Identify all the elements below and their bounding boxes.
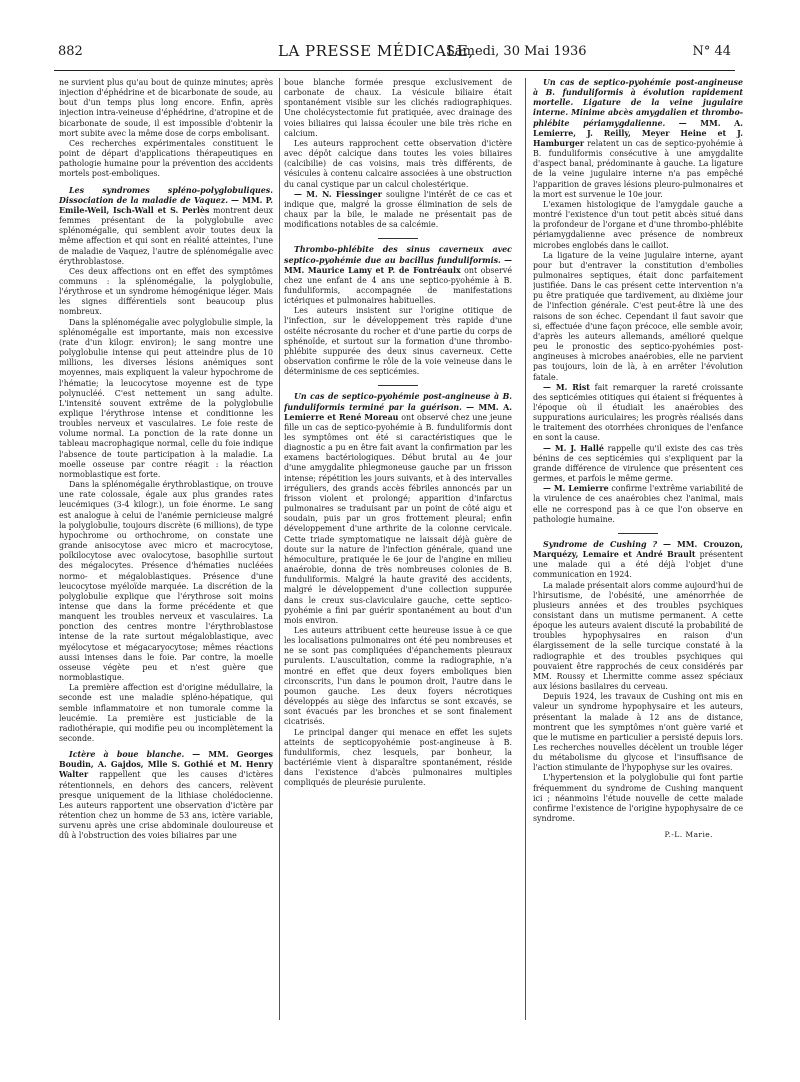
section-ictere-boue-blanche	[59, 750, 273, 841]
section-title: Ictère à boue blanche.	[69, 750, 185, 760]
paragraph-text: fait remarquer la rareté croissante des septicémies otitiques qui étaient si fréquentes à l'époque où il étudiait les anaérobies des suppurations auriculaires; les progrès réalisés dans le traitement des otorrhées chroniques de l'enfance en sont la cause.	[533, 382, 743, 443]
column-3	[533, 78, 743, 1023]
column-divider	[525, 78, 526, 1020]
section-authors: — MM. A. Lemierre et René Moreau	[284, 402, 512, 422]
paragraph-text: présentent une malade qui a été déjà l'objet d'une communication en 1924.	[533, 550, 743, 580]
comment-lemierre	[533, 484, 743, 525]
paragraph-text: relatent un cas de septico-pyohémie à B. funduliformis consécutive à une amygdalite d'aspect banal, prédominante à gauche. La ligature de la veine jugulaire interne n'a pas empêché l'apparition de graves lésions pleuro-pulmonaires et la mort est survenue le 10e jour.	[533, 138, 743, 199]
column-2	[284, 78, 512, 1023]
comment-author: — M. Lemierre	[543, 484, 609, 494]
section-title: Les syndromes spléno-polyglobuliques. Dissociation de la maladie de Vaquez.	[59, 185, 273, 205]
section-syndrome-cushing	[533, 540, 743, 581]
section-authors: — MM. Georges Boudin, A. Gajdos, Mlle S. Gothié et M. Henry Walter	[59, 750, 273, 780]
section-title: Syndrome de Cushing ?	[543, 539, 658, 549]
comment-rist	[533, 383, 743, 444]
issue-date: Samedi, 30 Mai 1936	[446, 44, 587, 59]
section-separator	[378, 385, 418, 386]
paragraph: La ligature de la veine jugulaire interne, ayant pour but d'entraver la constitution d'embolies pulmonaires septiques, était donc parfaitement justifiée. Dans le cas présent cette intervention n'a pu être pratiquée que tardivement, au dixième jour de l'infection générale. C'est peut-être là une des raisons de son échec. Cependant il faut savoir que si, effectuée d'une façon précoce, elle semble avoir, d'après les auteurs allemands, amélioré quelque peu le pronostic des septico-pyohémies post-angineuses à microbes anaérobies, elle ne parvient pas toujours, loin de là, à en arrêter l'évolution fatale.	[533, 250, 743, 382]
paragraph-text: rappelle qu'il existe des cas très bénins de ces septicémies qui s'expliquent par la grande différence de virulence que présentent ces germes, et parfois le même germe.	[533, 443, 743, 484]
comment-fiessinger	[284, 190, 512, 231]
paragraph-text: ont observé chez une jeune fille un cas de septico-pyohémie à B. funduliformis dont les symptômes ont été si caractéristiques que le diagnostic a pu en être fait avant la confirmation par les examens bactériologiques. Début brutal au 4e jour d'une amygdalite phlegmoneuse gauche par un frisson intense; répétition les jours suivants, et à des intervalles irréguliers, des grands accès fébriles annoncés par un frisson violent et prolongé; apparition d'infarctus pulmonaires se traduisant par un point de côté aigu et soudain, puis par un gros frottement pleural; enfin développement d'une arthrite de la colonne cervicale. Cette triade symptomatique ne laissait déjà guère de doute sur la nature de l'infection générale, quand une hémoculture, pratiquée le 6e jour de l'angine en milieu anaérobie, donna de très nombreuses colonies de B. funduliformis. Malgré la haute gravité des accidents, malgré le développement d'une collection suppurée dans le creux sus-claviculaire gauche, cette septico-pyohémie a fini par guérir spontanément au bout d'un mois environ.	[284, 412, 512, 625]
comment-author: — M. J. Hallé	[543, 443, 604, 453]
section-authors: — MM. Maurice Lamy et P. de Fontréaulx	[284, 255, 512, 275]
column-divider	[279, 78, 280, 1020]
paragraph-text: montrent deux femmes présentant de la polyglobulie avec splénomégalie, qui semblent avoir toutes deux la même affection et qui sont en réalité atteintes, l'une de maladie de Vaquez, l'autre de splénomégalie avec érythroblastose.	[59, 205, 273, 266]
section-separator	[378, 238, 418, 239]
page-header	[54, 42, 735, 71]
paragraph: Les auteurs rapprochent cette observation d'ictère avec dépôt calcique dans toutes les voies biliaires (calcibilie) de cas voisins, mais très différents, de vésicules à contenu calcaire associées à une obstruction du canal cystique par un calcul cholestérique.	[284, 138, 512, 189]
section-title: Un cas de septico-pyohémie post-angineuse à B. funduliformis à évolution rapidement mortelle. Ligature de la veine jugulaire interne. Minime abcès amygdalien et thrombo-phlébite périamygdalienne.	[533, 78, 743, 128]
paragraph-text: confirme l'extrême variabilité de la virulence de ces anaérobies chez l'animal, mais elle ne correspond pas à ce que l'on observe en pathologie humaine.	[533, 484, 743, 524]
paragraph: Dans la splénomégalie érythroblastique, on trouve une rate colossale, égale aux plus grandes rates leucémiques (3-4 kilogr.), un foie énorme. Le sang est analogue à celui de l'anémie pernicieuse malgré la polyglobulie, toujours discrète (6 millions), de type hypochrome ou orthochrome, on constate une grande anisocytose avec micro et macrocytose, poïkilocytose avec ovalocytose, basophilie surtout des mégalocytes. Présence d'hématies nucléées normo- et mégaloblastiques. Présence d'une leucocytose myéloïde marquée. La discrétion de la polyglobulie explique que l'érythrose soit moins intense que dans la forme précédente et que manquent les troubles nerveux et vasculaires. La ponction des centres montre l'érythroblastose intense de la rate surtout mégaloblastique, avec myélocytose et mégacaryocytose; mêmes réactions aussi intenses dans le foie. Par contre, la moelle osseuse végète peu et n'est guère que normoblastique.	[59, 480, 273, 683]
section-title: Un cas de septico-pyohémie post-angineuse à B. funduliformis terminé par la guérison.	[284, 392, 512, 412]
section-syndromes-spleno-polyglobuliques	[59, 186, 273, 267]
paragraph-text: souligne l'intérêt de ce cas et indique que, malgré la grosse élimination de sels de chaux par la bile, le malade ne présentait pas de modifications notables de sa calcémie.	[284, 189, 512, 230]
paragraph: Depuis 1924, les travaux de Cushing ont mis en valeur un syndrome hypophysaire et les auteurs, présentant la malade à 12 ans de distance, montrent que les symptômes n'ont guère varié et que le mutisme en particulier a persisté depuis lors. Les recherches nouvelles décèlent un trouble léger du métabolisme du glycose et l'insuffisance de l'action stimulante de l'hypophyse sur les ovaires.	[533, 692, 743, 773]
section-septico-pyohemie-guerison	[284, 392, 512, 626]
section-separator	[618, 533, 658, 534]
section-authors: — MM. Crouzon, Marquézy, Lemaire et André Brault	[533, 539, 743, 560]
paragraph: L'examen histologique de l'amygdale gauche a montré l'existence d'un tout petit abcès situé dans la profondeur de l'organe et d'une thrombo-phlébite périamygdalienne avec présence de nombreux microbes englobés dans le caillot.	[533, 199, 743, 250]
column-1	[59, 78, 273, 1023]
paragraph-text: rappellent que les causes d'ictères rétentionnels, en dehors des cancers, relèvent presque uniquement de la lithiase cholédocienne. Les auteurs rapportent une observation d'ictère par rétention chez un homme de 53 ans, ictère variable, survenu après une crise abdominale douloureuse et dû à l'obstruction des voies biliaires par une	[59, 770, 273, 841]
paragraph: Ces deux affections ont en effet des symptômes communs : la splénomégalie, la polyglobulie, l'érythrose et un syndrome hémogénique léger. Mais les signes différentiels sont beaucoup plus nombreux.	[59, 266, 273, 317]
comment-halle	[533, 444, 743, 485]
paragraph: ne survient plus qu'au bout de quinze minutes; après injection d'éphédrine et de bicarbonate de soude, au bout d'un temps plus long encore. Enfin, après injection intra-veineuse d'éphédrine, d'atropine et de bicarbonate de soude, il est impossible d'obtenir la mort subite avec la même dose de corps embolisant.	[59, 78, 273, 138]
journal-title: LA PRESSE MÉDICALE,	[278, 42, 474, 60]
comment-author: — M. N. Fiessinger	[294, 189, 382, 199]
paragraph: Le principal danger qui menace en effet les sujets atteints de septicopyohémie post-angineuse à B. funduliformis, chez lesquels, par bonheur, la bactériémie vient à disparaître spontanément, réside dans l'existence d'abcès pulmonaires multiples compliqués de pleurésie purulente.	[284, 727, 512, 788]
paragraph: Ces recherches expérimentales constituent le point de départ d'applications thérapeutiques en pathologie humaine pour la prévention des accidents mortels post-emboliques.	[59, 138, 273, 179]
section-thrombo-phlebite	[284, 245, 512, 306]
paragraph: La première affection est d'origine médullaire, la seconde est une maladie spléno-hépatique, qui semble inflammatoire et non tumorale comme la leucémie. La première est justiciable de la radiothérapie, qui modifie peu ou incomplètement la seconde.	[59, 683, 273, 743]
paragraph: boue blanche formée presque exclusivement de carbonate de chaux. La vésicule biliaire était spontanément visible sur les clichés radiographiques. Une cholécystectomie fut pratiquée, avec drainage des voies biliaires qui laissa écouler une bile très riche en calcium.	[284, 78, 512, 138]
section-authors: — MM. P. Emile-Weil, Isch-Wall et S. Perlès	[59, 195, 273, 215]
issue-number: N° 44	[692, 44, 731, 59]
section-septico-pyohemie-mortelle	[533, 78, 743, 200]
paragraph: L'hypertension et la polyglobulie qui font partie fréquemment du syndrome de Cushing manquent ici ; néanmoins l'étude nouvelle de cette malade confirme l'existence de l'origine hypophysaire de ce syndrome.	[533, 773, 743, 824]
paragraph-text: ont observé chez une enfant de 4 ans une septico-pyohémie à B. funduliformis, accompagnée de manifestations ictériques et pulmonaires habituelles.	[284, 265, 512, 306]
paragraph: Dans la splénomégalie avec polyglobulie simple, la splénomégalie est importante, mais non excessive (rate d'un kilogr. environ); le sang montre une polyglobulie intense qui peut atteindre plus de 10 millions, les diverses lésions anémiques sont moyennes, mais expliquent la valeur hypochrome de l'hématie; la leucocytose moyenne est de type polynucléé. C'est nettement un sang adulte. L'intensité souvent extrême de la polyglobulie explique l'érythrose intense et conditionne les troubles nerveux et vasculaires. Le foie reste de volume normal. La ponction de la rate donne un tableau macrophagique normal, celle du foie indique l'absence de toute participation à la maladie. La moelle osseuse par contre réagit : la réaction normoblastique est forte.	[59, 317, 273, 479]
paragraph: Les auteurs attribuent cette heureuse issue à ce que les localisations pulmonaires ont été peu nombreuses et ne se sont pas compliquées d'épanchements pleuraux purulents. L'auscultation, comme la radiographie, n'a montré en effet que deux foyers emboliques bien circonscrits, l'un dans le poumon droit, l'autre dans le poumon gauche. Les deux foyers nécrotiques développés au siège des infarctus se sont excavés, se sont évacués par les bronches et se sont finalement cicatrisés.	[284, 625, 512, 727]
comment-author: — M. Rist	[543, 382, 590, 392]
author-signature: P.-L. Marie.	[664, 830, 713, 840]
page-number: 882	[58, 44, 83, 59]
section-title: Thrombo-phlébite des sinus caverneux avec septico-pyohémie due au bacillus funduliformis.	[284, 245, 512, 265]
paragraph: Les auteurs insistent sur l'origine otitique de l'infection, sur le développement très rapide d'une ostéite nécrosante du rocher et d'une partie du corps de sphénoïde, et surtout sur la formation d'une thrombo-phlébite suppurée des deux sinus caverneux. Cette observation confirme le rôle de la voie veineuse dans le déterminisme de ces septicémies.	[284, 306, 512, 377]
section-authors: — MM. A. Lemierre, J. Reilly, Meyer Heine et J. Hamburger	[533, 118, 743, 148]
paragraph: La malade présentait alors comme aujourd'hui de l'hirsutisme, de l'obésité, une aménorrhée de plusieurs années et des troubles psychiques consistant dans un mutisme permanent. A cette époque les auteurs avaient discuté la probabilité de troubles hypophysaires en raison d'un élargissement de la selle turcique constaté à la radiographie et des troubles psychiques qui pouvaient être rapprochés de ceux considérés par MM. Roussy et Lhermitte comme assez spéciaux aux lésions basilaires du cerveau.	[533, 580, 743, 692]
